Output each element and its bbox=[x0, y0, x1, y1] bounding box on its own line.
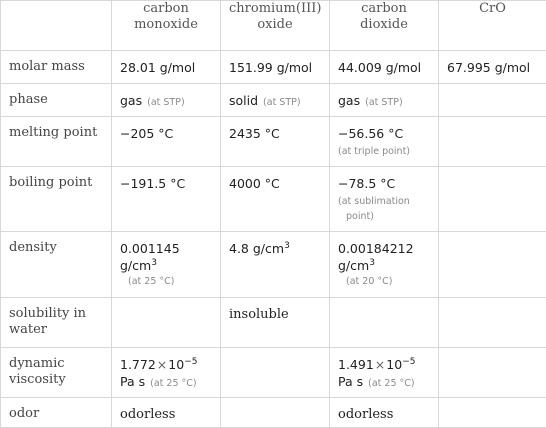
phase-cro bbox=[439, 84, 546, 117]
molar-mass-carbon-monoxide: 28.01 g/mol bbox=[112, 51, 221, 84]
phase-value: gas bbox=[338, 93, 361, 108]
solubility-carbon-dioxide bbox=[330, 298, 439, 348]
row-phase bbox=[1, 84, 546, 117]
solubility-chromium-iii-oxide: insoluble bbox=[221, 298, 330, 348]
row-label-phase: phase bbox=[1, 84, 112, 117]
header-cro: CrO bbox=[439, 1, 546, 51]
density-condition-note: (at 20 °C) bbox=[346, 276, 393, 287]
viscosity-mantissa: 1.491 bbox=[338, 357, 374, 372]
header-carbon-dioxide: carbon dioxide bbox=[330, 1, 439, 51]
density-unit-exponent: 3 bbox=[284, 240, 290, 251]
row-label-solubility: solubility in water bbox=[1, 298, 112, 348]
density-value: 0.001145 bbox=[120, 241, 180, 256]
boiling-point-condition-note-continued: point) bbox=[346, 211, 374, 222]
density-condition-note: (at 25 °C) bbox=[128, 276, 175, 287]
row-boiling-point bbox=[1, 167, 546, 232]
molar-mass-cro: 67.995 g/mol bbox=[439, 51, 546, 84]
row-label-molar-mass: molar mass bbox=[1, 51, 112, 84]
density-value: 0.00184212 bbox=[338, 241, 414, 256]
density-chromium-iii-oxide bbox=[221, 232, 330, 298]
row-label-boiling-point: boiling point bbox=[1, 167, 112, 232]
boiling-point-carbon-dioxide bbox=[330, 167, 439, 232]
density-cro bbox=[439, 232, 546, 298]
density-carbon-dioxide bbox=[330, 232, 439, 298]
melting-point-cro bbox=[439, 117, 546, 167]
viscosity-unit: Pa s bbox=[120, 374, 146, 389]
row-density bbox=[1, 232, 546, 298]
density-carbon-monoxide bbox=[112, 232, 221, 298]
phase-condition-note: (at STP) bbox=[365, 97, 403, 108]
viscosity-chromium-iii-oxide bbox=[221, 348, 330, 398]
row-label-density: density bbox=[1, 232, 112, 298]
row-odor bbox=[1, 398, 546, 428]
viscosity-condition-note: (at 25 °C) bbox=[368, 378, 415, 389]
melting-point-value: −56.56 °C bbox=[338, 126, 404, 141]
viscosity-condition-note: (at 25 °C) bbox=[150, 378, 197, 389]
row-label-odor: odor bbox=[1, 398, 112, 428]
melting-point-chromium-iii-oxide: 2435 °C bbox=[221, 117, 330, 167]
boiling-point-carbon-monoxide: −191.5 °C bbox=[112, 167, 221, 232]
density-unit: g/cm bbox=[120, 258, 152, 273]
boiling-point-chromium-iii-oxide: 4000 °C bbox=[221, 167, 330, 232]
row-solubility bbox=[1, 298, 546, 348]
header-carbon-monoxide: carbon monoxide bbox=[112, 1, 221, 51]
header-row bbox=[1, 1, 546, 51]
melting-point-condition-note: (at triple point) bbox=[338, 146, 411, 157]
viscosity-mantissa: 1.772 bbox=[120, 357, 156, 372]
melting-point-carbon-dioxide bbox=[330, 117, 439, 167]
molar-mass-chromium-iii-oxide: 151.99 g/mol bbox=[221, 51, 330, 84]
phase-condition-note: (at STP) bbox=[147, 97, 185, 108]
times-sign: × bbox=[374, 357, 386, 372]
phase-value: gas bbox=[120, 93, 143, 108]
viscosity-carbon-monoxide bbox=[112, 348, 221, 398]
viscosity-cro bbox=[439, 348, 546, 398]
melting-point-carbon-monoxide: −205 °C bbox=[112, 117, 221, 167]
header-empty-cell bbox=[1, 1, 112, 51]
odor-carbon-dioxide: odorless bbox=[330, 398, 439, 428]
viscosity-unit: Pa s bbox=[338, 374, 364, 389]
header-chromium-iii-oxide: chromium(III) oxide bbox=[221, 1, 330, 51]
odor-carbon-monoxide: odorless bbox=[112, 398, 221, 428]
row-label-melting-point: melting point bbox=[1, 117, 112, 167]
viscosity-carbon-dioxide bbox=[330, 348, 439, 398]
odor-chromium-iii-oxide bbox=[221, 398, 330, 428]
phase-carbon-dioxide bbox=[330, 84, 439, 117]
solubility-cro bbox=[439, 298, 546, 348]
density-unit-exponent: 3 bbox=[151, 257, 157, 268]
viscosity-exponent: −5 bbox=[402, 356, 416, 367]
viscosity-exponent: −5 bbox=[184, 356, 198, 367]
viscosity-base: 10 bbox=[386, 357, 403, 372]
phase-value: solid bbox=[229, 93, 259, 108]
row-dynamic-viscosity bbox=[1, 348, 546, 398]
odor-cro bbox=[439, 398, 546, 428]
molar-mass-carbon-dioxide: 44.009 g/mol bbox=[330, 51, 439, 84]
density-unit: g/cm bbox=[338, 258, 370, 273]
density-unit-exponent: 3 bbox=[369, 257, 375, 268]
boiling-point-cro bbox=[439, 167, 546, 232]
boiling-point-value: −78.5 °C bbox=[338, 176, 396, 191]
solubility-carbon-monoxide bbox=[112, 298, 221, 348]
row-label-dynamic-viscosity: dynamic viscosity bbox=[1, 348, 112, 398]
boiling-point-condition-note: (at sublimation bbox=[338, 196, 410, 207]
density-value: 4.8 g/cm bbox=[229, 241, 285, 256]
row-molar-mass bbox=[1, 51, 546, 84]
phase-carbon-monoxide bbox=[112, 84, 221, 117]
row-melting-point bbox=[1, 117, 546, 167]
times-sign: × bbox=[156, 357, 168, 372]
viscosity-base: 10 bbox=[168, 357, 185, 372]
phase-condition-note: (at STP) bbox=[263, 97, 301, 108]
phase-chromium-iii-oxide bbox=[221, 84, 330, 117]
